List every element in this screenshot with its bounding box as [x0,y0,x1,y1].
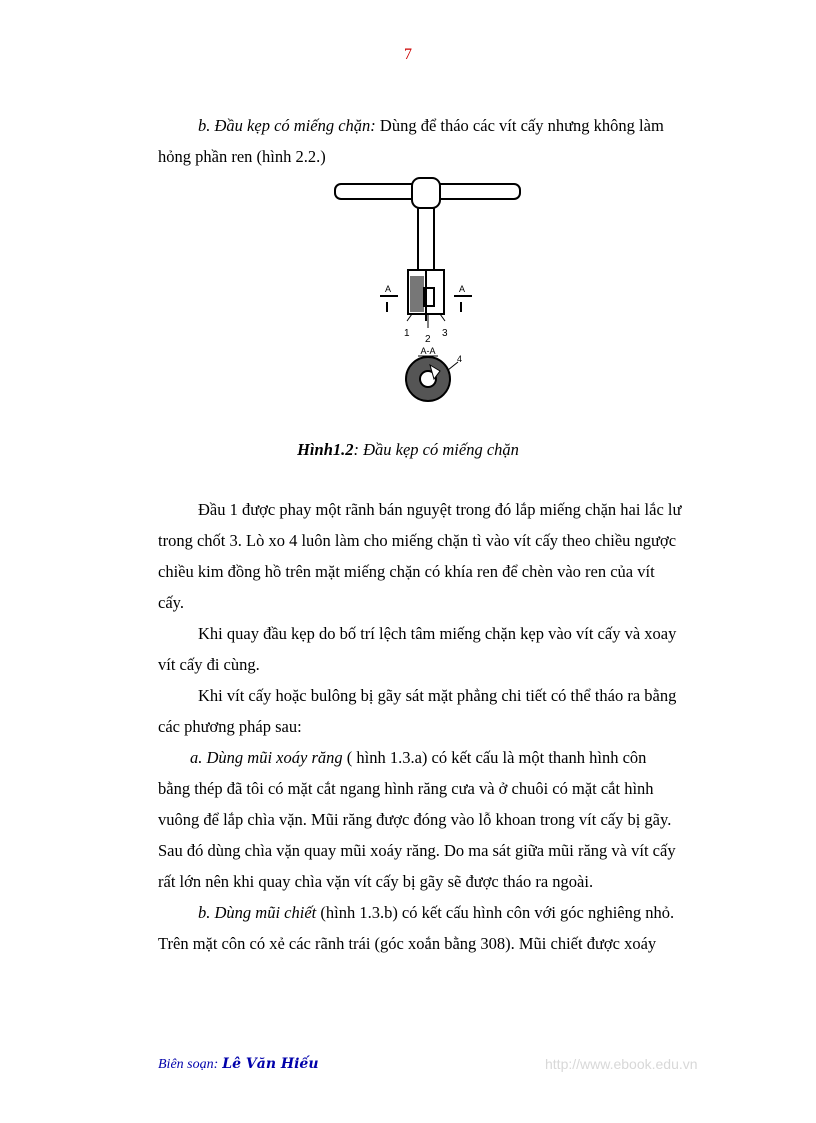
tap-wrench-figure [330,176,530,406]
p4-line4: Sau đó dùng chìa vặn quay mũi xoáy răng. Do ma sát giữa mũi răng và vít cấy [158,841,676,860]
p5-line1 [158,897,718,928]
page-number: 7 [404,46,412,63]
handle-hub [412,178,440,208]
label-a-left: A [384,284,392,294]
clamp-hatch [410,276,424,312]
p5-lead: b. Dùng mũi chiết [198,903,317,922]
section-b-lead: b. Đầu kẹp có miếng chặn: [198,116,376,135]
footer-url[interactable]: http://www.ebook.edu.vn [545,1056,698,1072]
p1-line3: chiều kim đồng hồ trên mặt miếng chặn có khía ren để chèn vào ren của vít [158,562,655,581]
label-a-right: A [458,284,466,294]
p4-lead: a. Dùng mũi xoáy răng [190,748,343,767]
p1-line4: cấy. [158,593,184,612]
label-3: 3 [442,328,448,339]
label-section-aa: A-A [420,346,436,356]
p2-line1: Khi quay đầu kẹp do bố trí lệch tâm miếng chặn kẹp vào vít cấy và xoay [198,624,677,643]
p4-line1 [158,742,718,773]
p2-line2: vít cấy đi cùng. [158,655,260,674]
p1-line2: trong chốt 3. Lò xo 4 luôn làm cho miếng chặn tì vào vít cấy theo chiều ngược [158,531,677,550]
p4-line2: bằng thép đã tôi có mặt cắt ngang hình răng cưa và ở chuôi có mặt cắt hình [158,779,654,798]
p4-text1: ( hình 1.3.a) có kết cấu là một thanh hình côn [342,748,647,767]
p5-text1: (hình 1.3.b) có kết cấu hình côn với góc nghiêng nhỏ. [316,903,675,922]
p3-line2: các phương pháp sau: [158,717,302,736]
section-b-paragraph [158,110,718,172]
footer-label: Biên soạn: [158,1057,219,1072]
caption-rest: : Đầu kẹp có miếng chặn [353,440,519,459]
section-b-line2: hỏng phần ren (hình 2.2.) [158,147,326,166]
shaft [418,208,434,270]
p5-line2: Trên mặt côn có xẻ các rãnh trái (góc xoắn bằng 308). Mũi chiết được xoáy [158,934,657,953]
label-4: 4 [457,354,463,364]
p4-line5: rất lớn nên khi quay chìa vặn vít cấy bị gãy sẽ được tháo ra ngoài. [158,872,594,891]
p4-line3: vuông để lắp chìa vặn. Mũi răng được đóng vào lỗ khoan trong vít cấy bị gãy. [158,810,672,829]
label-1: 1 [404,328,410,339]
footer-author-name: Lê Văn Hiếu [222,1056,319,1072]
figure-caption [0,440,816,460]
p1-line1: Đầu 1 được phay một rãnh bán nguyệt trong đó lắp miếng chặn hai lắc lư [198,500,682,519]
section-b-line1: Dùng để tháo các vít cấy nhưng không làm [375,116,664,135]
caption-bold: Hình1.2 [297,440,354,459]
body-text [158,494,718,959]
p3-line1: Khi vít cấy hoặc bulông bị gãy sát mặt phẳng chi tiết có thể tháo ra bằng [198,686,677,705]
label-2: 2 [425,334,431,345]
footer-author [158,1056,319,1073]
